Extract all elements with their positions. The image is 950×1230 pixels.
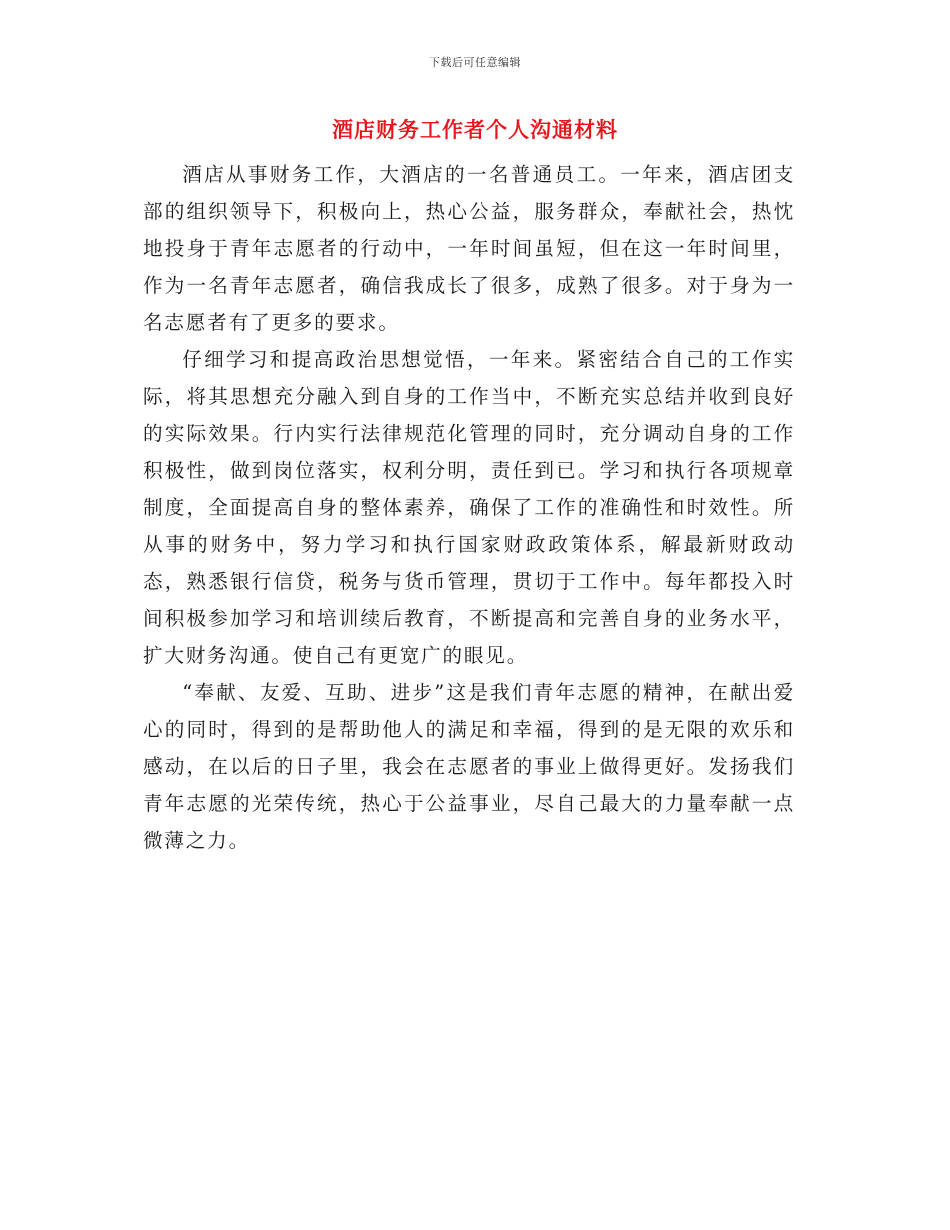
paragraph-1: 酒店从事财务工作，大酒店的一名普通员工。一年来，酒店团支部的组织领导下，积极向上，热心公益，服务群众，奉献社会，热忱地投身于青年志愿者的行动中，一年时间虽短，但在这一年时间里，作为一名青年志愿者，确信我成长了很多，成熟了很多。对于身为一名志愿者有了更多的要求。	[143, 163, 795, 334]
document-title: 酒店财务工作者个人沟通材料	[332, 117, 618, 142]
paragraph-2: 仔细学习和提高政治思想觉悟，一年来。紧密结合自己的工作实际，将其思想充分融入到自身的工作当中，不断充实总结并收到良好的实际效果。行内实行法律规范化管理的同时，充分调动自身的工作积极性，做到岗位落实，权利分明，责任到已。学习和执行各项规章制度，全面提高自身的整体素养，确保了工作的准确性和时效性。所从事的财务中，努力学习和执行国家财政政策体系，解最新财政动态，熟悉银行信贷，税务与货币管理，贯切于工作中。每年都投入时间积极参加学习和培训续后教育，不断提高和完善自身的业务水平，扩大财务沟通。使自己有更宽广的眼见。	[143, 348, 795, 667]
paragraph-3: “奉献、友爱、互助、进步”这是我们青年志愿的精神，在献出爱心的同时，得到的是帮助他人的满足和幸福，得到的是无限的欢乐和感动，在以后的日子里，我会在志愿者的事业上做得更好。发扬我们青年志愿的光荣传统，热心于公益事业，尽自己最大的力量奉献一点微薄之力。	[143, 681, 795, 852]
document-body	[143, 156, 795, 859]
page-header-note: 下载后可任意编辑	[429, 56, 521, 69]
